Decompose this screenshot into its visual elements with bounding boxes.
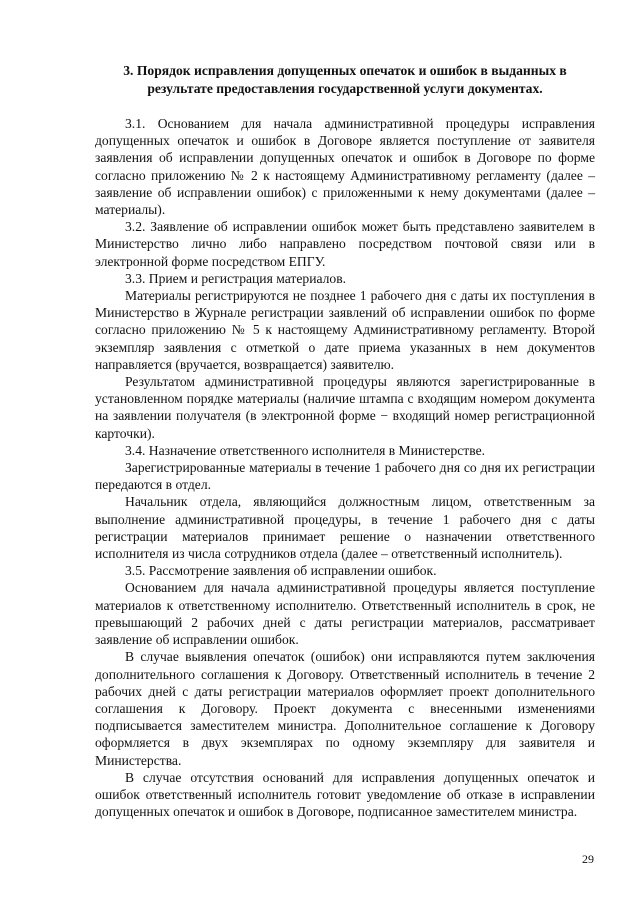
paragraph-transfer: Зарегистрированные материалы в течение 1 рабочего дня со дня их регистрации передаются в отдел.: [95, 460, 595, 493]
paragraph-registration-result: Результатом административной процедуры являются зарегистрированные в установленном порядке материалы (наличие штампа с входящим номером документа на заявлении получателя (в электронной форме − входящий номер регистрационной карточки).: [95, 374, 595, 441]
paragraph-assignment: Начальник отдела, являющийся должностным лицом, ответственным за выполнение административной процедуры, в течение 1 рабочего дня с даты регистрации материалов принимает решение о назначении ответственного исполнителя из числа сотрудников отдела (далее – ответственный исполнитель).: [95, 494, 595, 562]
page-number: 29: [582, 852, 594, 866]
paragraph-refusal: В случае отсутствия оснований для исправления допущенных опечаток и ошибок ответственный исполнитель готовит уведомление об отказе в исправлении допущенных опечаток и ошибок в Договоре, подписанное заместителем министра.: [95, 769, 595, 820]
document-page: [95, 62, 595, 820]
paragraph-3-4-title: 3.4. Назначение ответственного исполнителя в Министерстве.: [125, 442, 486, 458]
paragraph-3-3-title: 3.3. Прием и регистрация материалов.: [125, 270, 347, 286]
paragraph-3-1: 3.1. Основанием для начала административной процедуры исправления допущенных опечаток и ошибок в Договоре является поступление от заявителя заявления об исправлении допущенных опечаток и ошибок в Договоре по форме согласно приложению № 2 к настоящему Административному регламенту (далее – заявление об исправлении ошибок) с приложенными к нему документами (далее – материалы).: [95, 116, 595, 218]
paragraph-review: Основанием для начала административной процедуры является поступление материалов к ответственному исполнителю. Ответственный исполнитель в срок, не превышающий 2 рабочих дней с даты регистрации материалов, рассматривает заявление об исправлении ошибок.: [95, 580, 595, 648]
paragraph-correction: В случае выявления опечаток (ошибок) они исправляются путем заключения дополнительного соглашения к Договору. Ответственный исполнитель в течение 2 рабочих дней с даты регистрации материалов оформляет проект дополнительного соглашения к Договору. Проект документа с внесенными изменениями подписывается заместителем министра. Дополнительное соглашение к Договору оформляется в двух экземплярах по одному экземпляру для заявителя и Министерства.: [95, 649, 595, 768]
paragraph-3-2: 3.2. Заявление об исправлении ошибок может быть представлено заявителем в Министерство лично либо направлено посредством почтовой связи или в электронной форме посредством ЕПГУ.: [95, 219, 595, 269]
paragraph-registration: Материалы регистрируются не позднее 1 рабочего дня с даты их поступления в Министерство в Журнале регистрации заявлений об исправлении ошибок по форме согласно приложению № 5 к настоящему Административному регламенту. Второй экземпляр заявления с отметкой о дате приема указанных в нем документов направляется (вручается, возвращается) заявителю.: [95, 288, 595, 372]
paragraph-3-5-title: 3.5. Рассмотрение заявления об исправлении ошибок.: [125, 563, 437, 579]
section-heading: 3. Порядок исправления допущенных опечаток и ошибок в выданных в результате предоставления государственной услуги документах.: [123, 63, 567, 96]
